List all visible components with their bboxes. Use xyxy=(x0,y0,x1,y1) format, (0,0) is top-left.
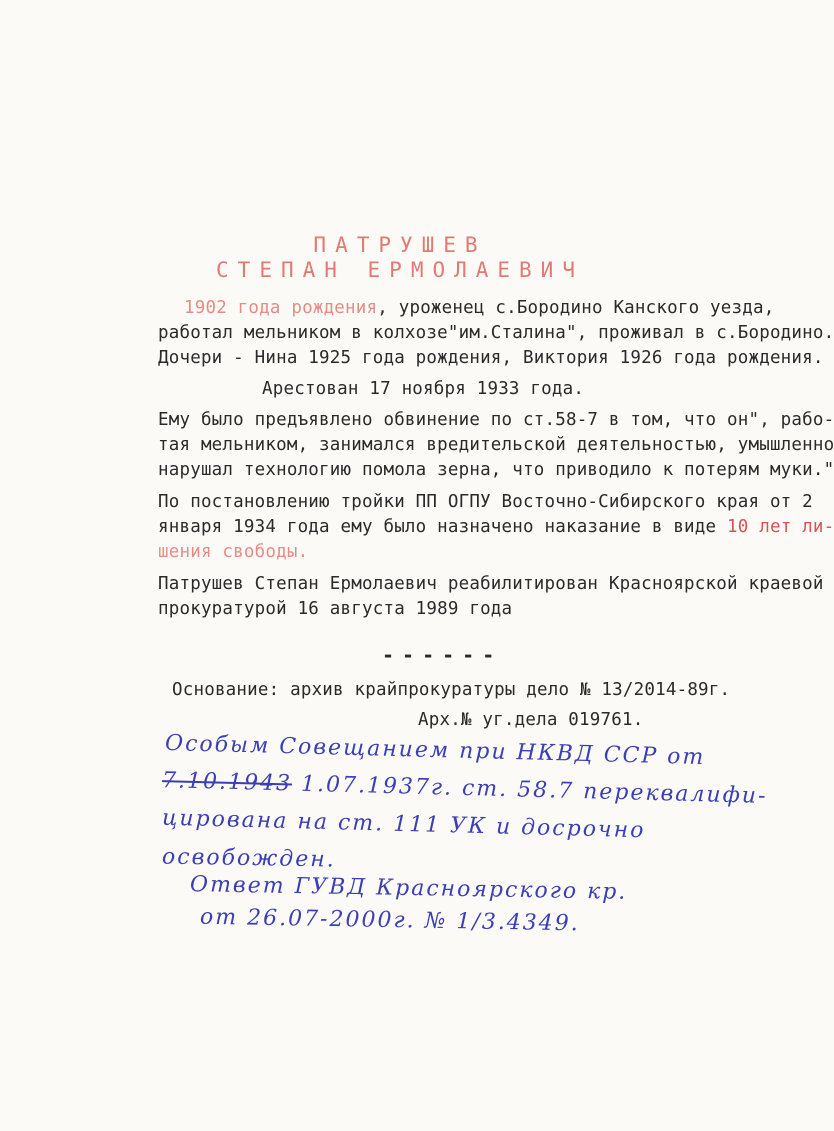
bio-line-2: работал мельником в колхозе"им.Сталина", проживал в с.Бородино. xyxy=(158,323,834,343)
birth-year-text: 1902 года рождения xyxy=(184,298,378,318)
sentence-term-text: 10 лет ли- xyxy=(727,517,834,537)
bio-line-1 xyxy=(184,298,774,318)
charge-line-3: нарушал технологию помола зерна, что приводило к потерям муки." xyxy=(158,460,834,480)
handwritten-note-line-2 xyxy=(162,768,768,809)
heading-name: СТЕПАН ЕРМОЛАЕВИЧ xyxy=(216,258,584,282)
handwritten-note-line-4: освобожден. xyxy=(161,844,336,873)
sentence-line-1: По постановлению тройки ПП ОГПУ Восточно-Сибирского края от 2 xyxy=(158,492,813,512)
charge-line-1: Ему было предъявлено обвинение по ст.58-7 в том, что он", рабо- xyxy=(158,410,834,430)
handwritten-note-line-1: Особым Совещанием при НКВД ССР от xyxy=(164,730,706,771)
rehab-line-2: прокуратурой 16 августа 1989 года xyxy=(158,599,513,619)
reclassified-text: 1.07.1937г. ст. 58.7 переквалифи- xyxy=(300,771,768,809)
basis-line: Основание: архив крайпрокуратуры дело № 13/2014-89г. xyxy=(172,680,731,700)
sentence-plain-text: января 1934 года ему было назначено наказание в виде xyxy=(158,517,728,537)
bio-line-3: Дочери - Нина 1925 года рождения, Виктория 1926 года рождения. xyxy=(158,348,824,368)
separator: ------ xyxy=(382,643,503,667)
sentence-line-2 xyxy=(158,517,834,537)
charge-line-2: тая мельником, занимался вредительской деятельностью, умышленно xyxy=(158,435,834,455)
struck-date-text: 7.10.1943 xyxy=(161,768,293,797)
heading-surname: ПАТРУШЕВ xyxy=(313,233,487,257)
handwritten-note-line-3: цирована на ст. 111 УК и досрочно xyxy=(161,805,646,844)
sentence-line-3: шения свободы. xyxy=(158,542,309,562)
handwritten-note-line-5: Ответ ГУВД Красноярского кр. xyxy=(189,872,628,905)
archive-number-line: Арх.№ уг.дела 019761. xyxy=(418,710,644,730)
rehab-line-1: Патрушев Степан Ермолаевич реабилитирован Красноярской краевой xyxy=(158,574,824,594)
birth-place-text: , уроженец с.Бородино Канского уезда, xyxy=(377,298,775,318)
handwritten-note-line-6: от 26.07-2000г. № 1/3.4349. xyxy=(199,904,581,937)
arrest-line: Арестован 17 ноября 1933 года. xyxy=(262,379,585,399)
